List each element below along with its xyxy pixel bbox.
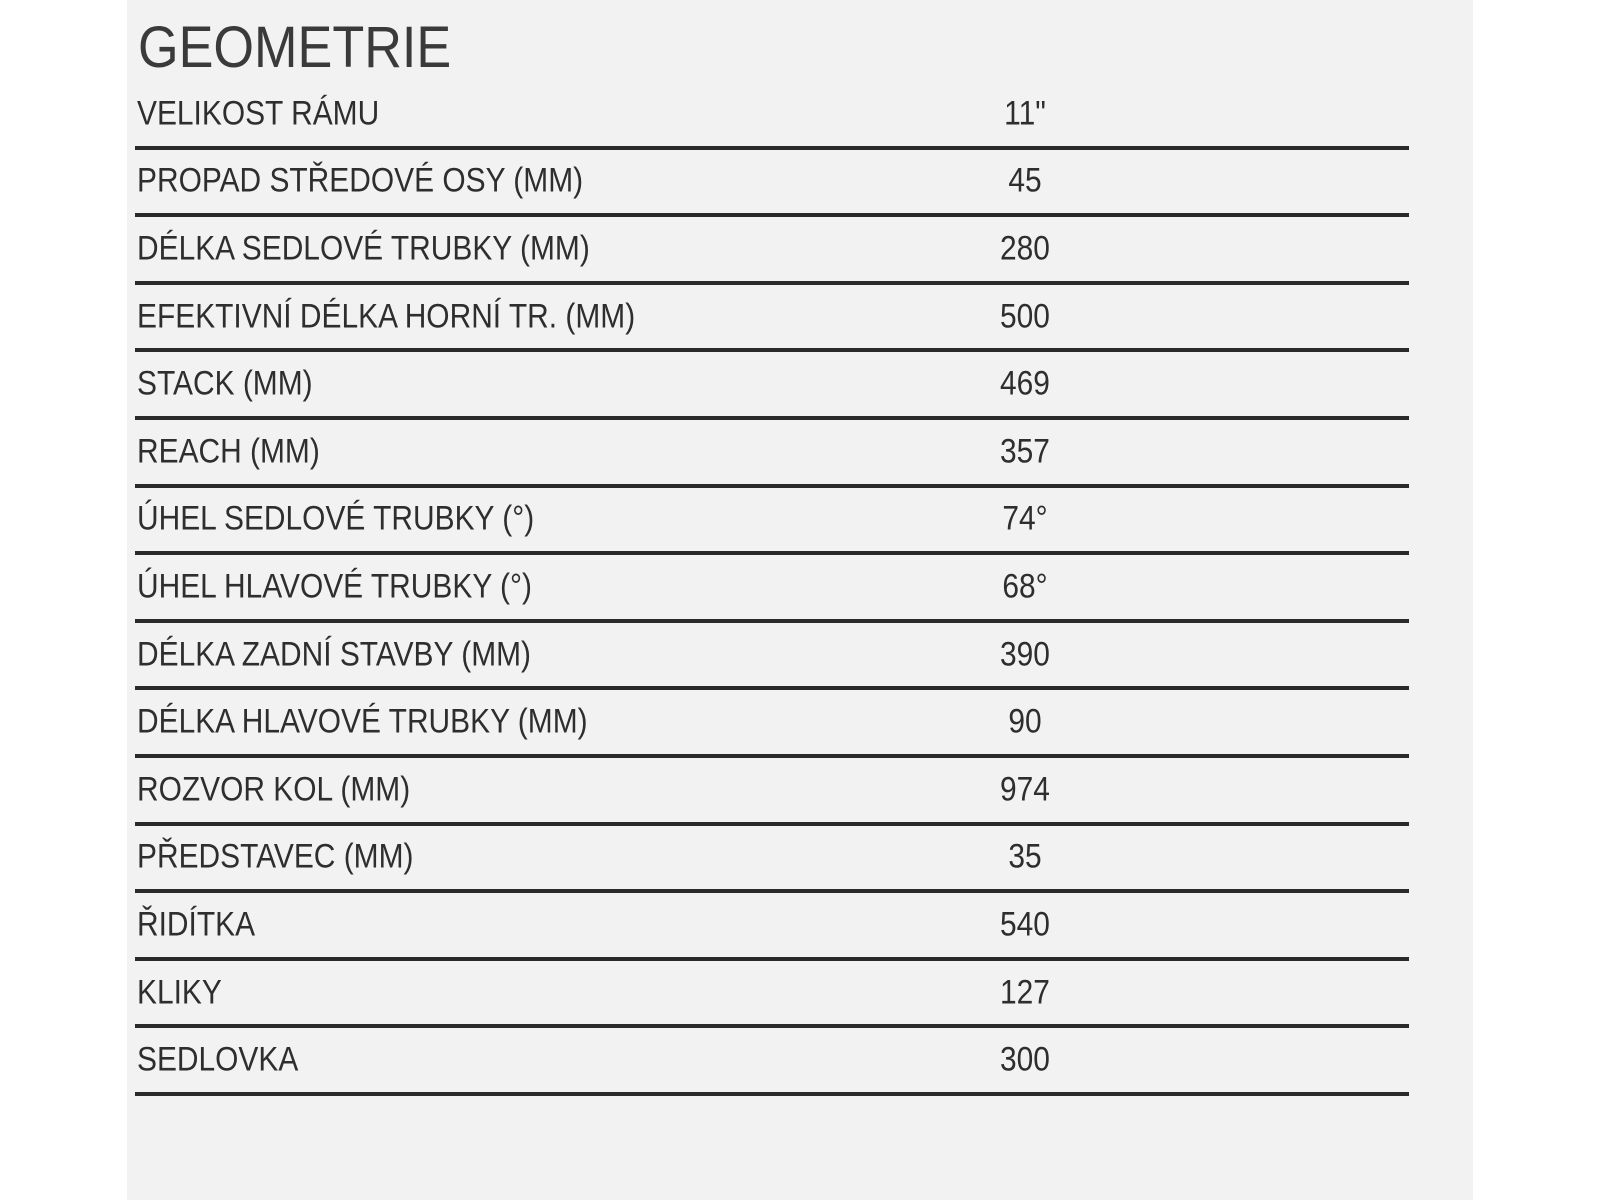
table-row [135,82,1409,150]
row-value: 280 [1000,229,1050,268]
row-value: 469 [1000,364,1050,403]
row-label: REACH (MM) [137,432,320,471]
row-label: ÚHEL HLAVOVÉ TRUBKY (°) [137,567,532,606]
row-value: 357 [1000,432,1050,471]
table-row [135,555,1409,623]
table-row [135,150,1409,218]
row-value: 127 [1000,973,1050,1012]
page-title: GEOMETRIE [138,15,452,80]
table-row [135,893,1409,961]
row-label: EFEKTIVNÍ DÉLKA HORNÍ TR. (MM) [137,297,636,336]
row-value: 45 [1008,161,1042,200]
row-label: DÉLKA HLAVOVÉ TRUBKY (MM) [137,702,588,741]
row-value: 300 [1000,1040,1050,1079]
row-value: 500 [1000,297,1050,336]
row-label: ÚHEL SEDLOVÉ TRUBKY (°) [137,499,535,538]
geometry-table [135,82,1409,1096]
row-label: KLIKY [137,973,222,1012]
row-label: SEDLOVKA [137,1040,299,1079]
row-label: PROPAD STŘEDOVÉ OSY (MM) [137,161,584,200]
table-row [135,488,1409,556]
row-value: 974 [1000,770,1050,809]
table-row [135,285,1409,353]
row-label: DÉLKA SEDLOVÉ TRUBKY (MM) [137,229,590,268]
table-row [135,420,1409,488]
table-row [135,690,1409,758]
row-label: VELIKOST RÁMU [137,94,380,133]
table-row [135,826,1409,894]
table-row [135,352,1409,420]
row-value: 35 [1008,837,1042,876]
row-value: 68° [1002,567,1048,606]
table-row [135,623,1409,691]
row-label: DÉLKA ZADNÍ STAVBY (MM) [137,635,532,674]
row-label: ROZVOR KOL (MM) [137,770,411,809]
row-value: 390 [1000,635,1050,674]
row-label: ŘIDÍTKA [137,905,256,944]
table-row [135,217,1409,285]
row-value: 90 [1008,702,1042,741]
table-row [135,1028,1409,1096]
row-value: 74° [1002,499,1048,538]
row-label: STACK (MM) [137,364,313,403]
table-row [135,961,1409,1029]
table-row [135,758,1409,826]
row-value: 11" [1004,94,1046,133]
row-value: 540 [1000,905,1050,944]
row-label: PŘEDSTAVEC (MM) [137,837,414,876]
